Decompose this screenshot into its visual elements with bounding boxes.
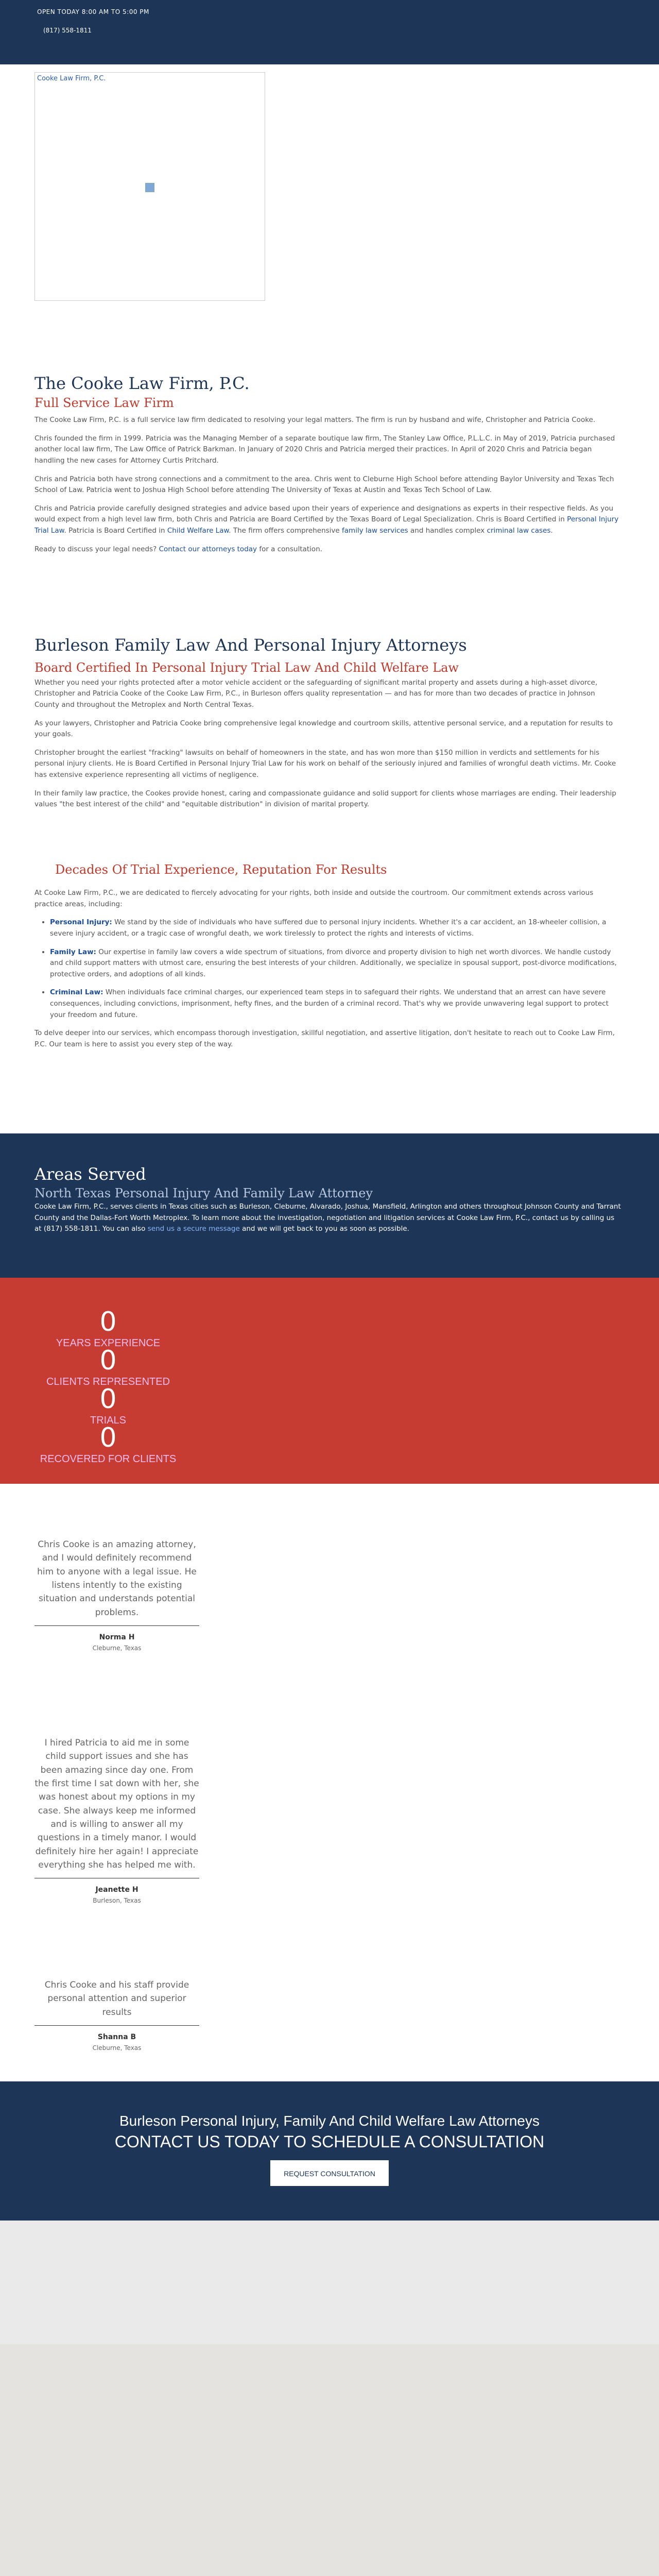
testimonial-name: Norma H — [99, 1633, 135, 1642]
burleson-section — [34, 633, 621, 818]
burleson-p3: Christopher brought the earliest "fracking" lawsuits on behalf of homeowners in the state, and has won more than $150 million in verdicts and settlements for his personal injury clients. He is Board Certified in Personal Injury Trial Law for his work on behalf of the seriously injured and families of wrongful death victims. Mr. Cooke has extensive experience representing all victims of negligence. — [34, 748, 616, 779]
child-welfare-link[interactable]: Child Welfare Law — [167, 526, 229, 535]
areas-body: Cooke Law Firm, P.C., serves clients in Texas cities such as Burleson, Cleburne, Alvarado, Joshua, Mansfield, Arlington and others throughout Johnson County and Tarrant County and the Dallas-Fort Worth Metroplex. To learn more about the investigation, negotiation and litigation services at Cooke Law Firm, P.C., contact us by calling us at (817) 558-1811. You can also send us a secure message and we will get back to you as soon as possible. — [34, 1202, 621, 1233]
stat-years: 0 YEARS EXPERIENCE — [56, 1307, 161, 1349]
burleson-p2: As your lawyers, Christopher and Patricia Cooke bring comprehensive legal knowledge and courtroom skills, attentive personal service, and a reputation for results to your goals. — [34, 719, 613, 739]
testimonial-name: Jeanette H — [95, 1886, 138, 1894]
decades-title: Decades Of Trial Experience, Reputation For Results — [55, 862, 387, 877]
services-list — [34, 917, 621, 1021]
contact-attorneys-link[interactable]: Contact our attorneys today — [159, 545, 257, 553]
logo-caption: Cooke Law Firm, P.C. — [37, 75, 106, 82]
cta-section — [0, 2081, 659, 2221]
testimonial-name: Shanna B — [97, 2033, 136, 2042]
criminal-law-link[interactable]: criminal law cases — [487, 526, 551, 535]
stat-clients: 0 CLIENTS REPRESENTED — [46, 1345, 170, 1387]
intro-p4: Chris and Patricia provide carefully designed strategies and advice based upon their years of experience and designations as experts in their respective fields. As you would expect from a high level law firm, both Chris and Patricia are Board Certified by the Texas Board of Legal Specialization. Chris is Board Certified in Personal Injury Trial Law. Patricia is Board Certified in Child Welfare Law. The firm offers comprehensive family law services and handles complex criminal law cases. — [34, 504, 619, 535]
decades-intro: At Cooke Law Firm, P.C., we are dedicated to fiercely advocating for your rights, both inside and outside the courtroom. Our commitment extends across various practice areas, including: — [34, 889, 594, 908]
personal-injury-link[interactable]: Personal Injury Trial Law — [34, 515, 619, 535]
burleson-title: Burleson Family Law And Personal Injury Attorneys — [34, 635, 467, 655]
intro-p3: Chris and Patricia both have strong connections and a commitment to the area. Chris went to Cleburne High School before attending Baylor University and Texas Tech School of Law. Patricia went to Joshua High School before attending The University of Texas at Austin and Texas Tech School of Law. — [34, 474, 614, 495]
decades-outro: To delve deeper into our services, which encompass thorough investigation, skillful negotiation, and assertive litigation, don't hesitate to reach out to Cooke Law Firm, P.C. Our team is here to assist you every step of the way. — [34, 1029, 615, 1048]
service-label[interactable]: Criminal Law — [50, 988, 101, 997]
burleson-subtitle: Board Certified In Personal Injury Trial Law And Child Welfare Law — [34, 660, 459, 675]
testimonial — [34, 1736, 199, 1906]
decades-section — [34, 850, 621, 1057]
cta-heading: Burleson Personal Injury, Family And Child Welfare Law Attorneys — [119, 2113, 540, 2129]
family-law-link[interactable]: family law services — [342, 526, 408, 535]
stats-section — [0, 1278, 659, 1484]
secure-message-link[interactable]: send us a secure message — [147, 1225, 240, 1233]
intro-section — [34, 394, 621, 562]
office-hours: OPEN TODAY 8:00 AM TO 5:00 PM — [37, 8, 149, 15]
intro-p5: Ready to discuss your legal needs? Contact our attorneys today for a consultation. — [34, 545, 323, 553]
testimonial — [34, 1538, 199, 1653]
testimonial-location: Cleburne, Texas — [92, 2044, 142, 2052]
logo-image[interactable] — [34, 72, 265, 301]
image-placeholder-icon — [145, 183, 154, 192]
testimonial-quote: I hired Patricia to aid me in some child support issues and she has been amazing since day one. From the first time I sat down with her, she was honest about my options in my case. She always keep me informed and is willing to answer all my questions in a timely manor. I would definitely hire her again! I appreciate everything she has helped me with. — [34, 1738, 199, 1871]
burleson-p4: In their family law practice, the Cookes provide honest, caring and compassionate guidance and solid support for clients whose marriages are ending. Their leadership values "the best interest of the child" and "equitable distribution" in division of marital property. — [34, 789, 616, 809]
list-item: • Personal Injury: We stand by the side of individuals who have suffered due to personal injury incidents. Whether it's a car accident, an 18-wheeler collision, a severe injury accident, or a tragic case of wrongful death, we work tirelessly to protect the rights and interests of victims. — [50, 917, 621, 939]
page-title: The Cooke Law Firm, P.C. — [34, 374, 250, 393]
intro-p1: The Cooke Law Firm, P.C. is a full service law firm dedicated to resolving your legal matters. The firm is run by husband and wife, Christopher and Patricia Cooke. — [34, 416, 596, 425]
burleson-p1: Whether you need your rights protected after a motor vehicle accident or the safeguarding of significant marital property and assets during a high-asset divorce, Christopher and Patricia Cooke of the Cooke Law Firm, P.C., in Burleson offers quality representation — and has for more than two decades of practice in Johnson County and throughout the Metroplex and North Central Texas. — [34, 678, 598, 709]
areas-served-section — [0, 1133, 659, 1278]
service-label[interactable]: Family Law — [50, 947, 94, 956]
list-item: • Criminal Law: When individuals face criminal charges, our experienced team steps in to safeguard their rights. We understand that an arrest can have severe consequences, including convictions, imprisonment, hefty fines, and the burden of a criminal record. That's why we provide unwavering legal support to protect your freedom and future. — [50, 987, 621, 1021]
form-area — [0, 2221, 659, 2344]
testimonial-quote: Chris Cooke and his staff provide personal attention and superior results — [44, 1980, 189, 2018]
cta-subheading: CONTACT US TODAY TO SCHEDULE A CONSULTATION — [114, 2132, 545, 2151]
areas-subtitle: North Texas Personal Injury And Family Law Attorney — [34, 1186, 373, 1200]
list-item: • Family Law: Our expertise in family law covers a wide spectrum of situations, from divorce and property division to high net worth divorces. We handle custody and child support matters with utmost care, ensuring the best interests of your children. Additionally, we specialize in spousal support, post-divorce modifications, protective orders, and adoptions of all kinds. — [50, 947, 621, 980]
stat-recovered: 0 RECOVERED FOR CLIENTS — [40, 1422, 177, 1465]
request-consultation-button[interactable]: REQUEST CONSULTATION — [270, 2160, 389, 2186]
top-bar — [0, 0, 659, 64]
areas-title: Areas Served — [34, 1164, 146, 1184]
testimonial-location: Burleson, Texas — [93, 1897, 141, 1905]
intro-subtitle: Full Service Law Firm — [34, 396, 174, 410]
map-area[interactable] — [0, 2344, 659, 2576]
intro-p2: Chris founded the firm in 1999. Patricia was the Managing Member of a separate boutique law firm, The Stanley Law Office, P.L.L.C. in May of 2019, Patricia purchased another local law firm, The Law Office of Patrick Barkman. In January of 2020 Chris and Patricia merged their practices. In April of 2020 Chris and Patricia began handling the new cases for Attorney Curtis Pritchard. — [34, 434, 615, 465]
testimonial-quote: Chris Cooke is an amazing attorney, and I would definitely recommend him to anyone with a legal issue. He listens intently to the existing situation and understands potential problems. — [37, 1539, 197, 1618]
header-phone[interactable]: (817) 558-1811 — [43, 27, 92, 34]
service-label[interactable]: Personal Injury — [50, 918, 110, 927]
stat-trials: 0 TRIALS — [90, 1384, 127, 1426]
testimonial-location: Cleburne, Texas — [92, 1644, 142, 1652]
testimonial — [34, 1978, 199, 2053]
